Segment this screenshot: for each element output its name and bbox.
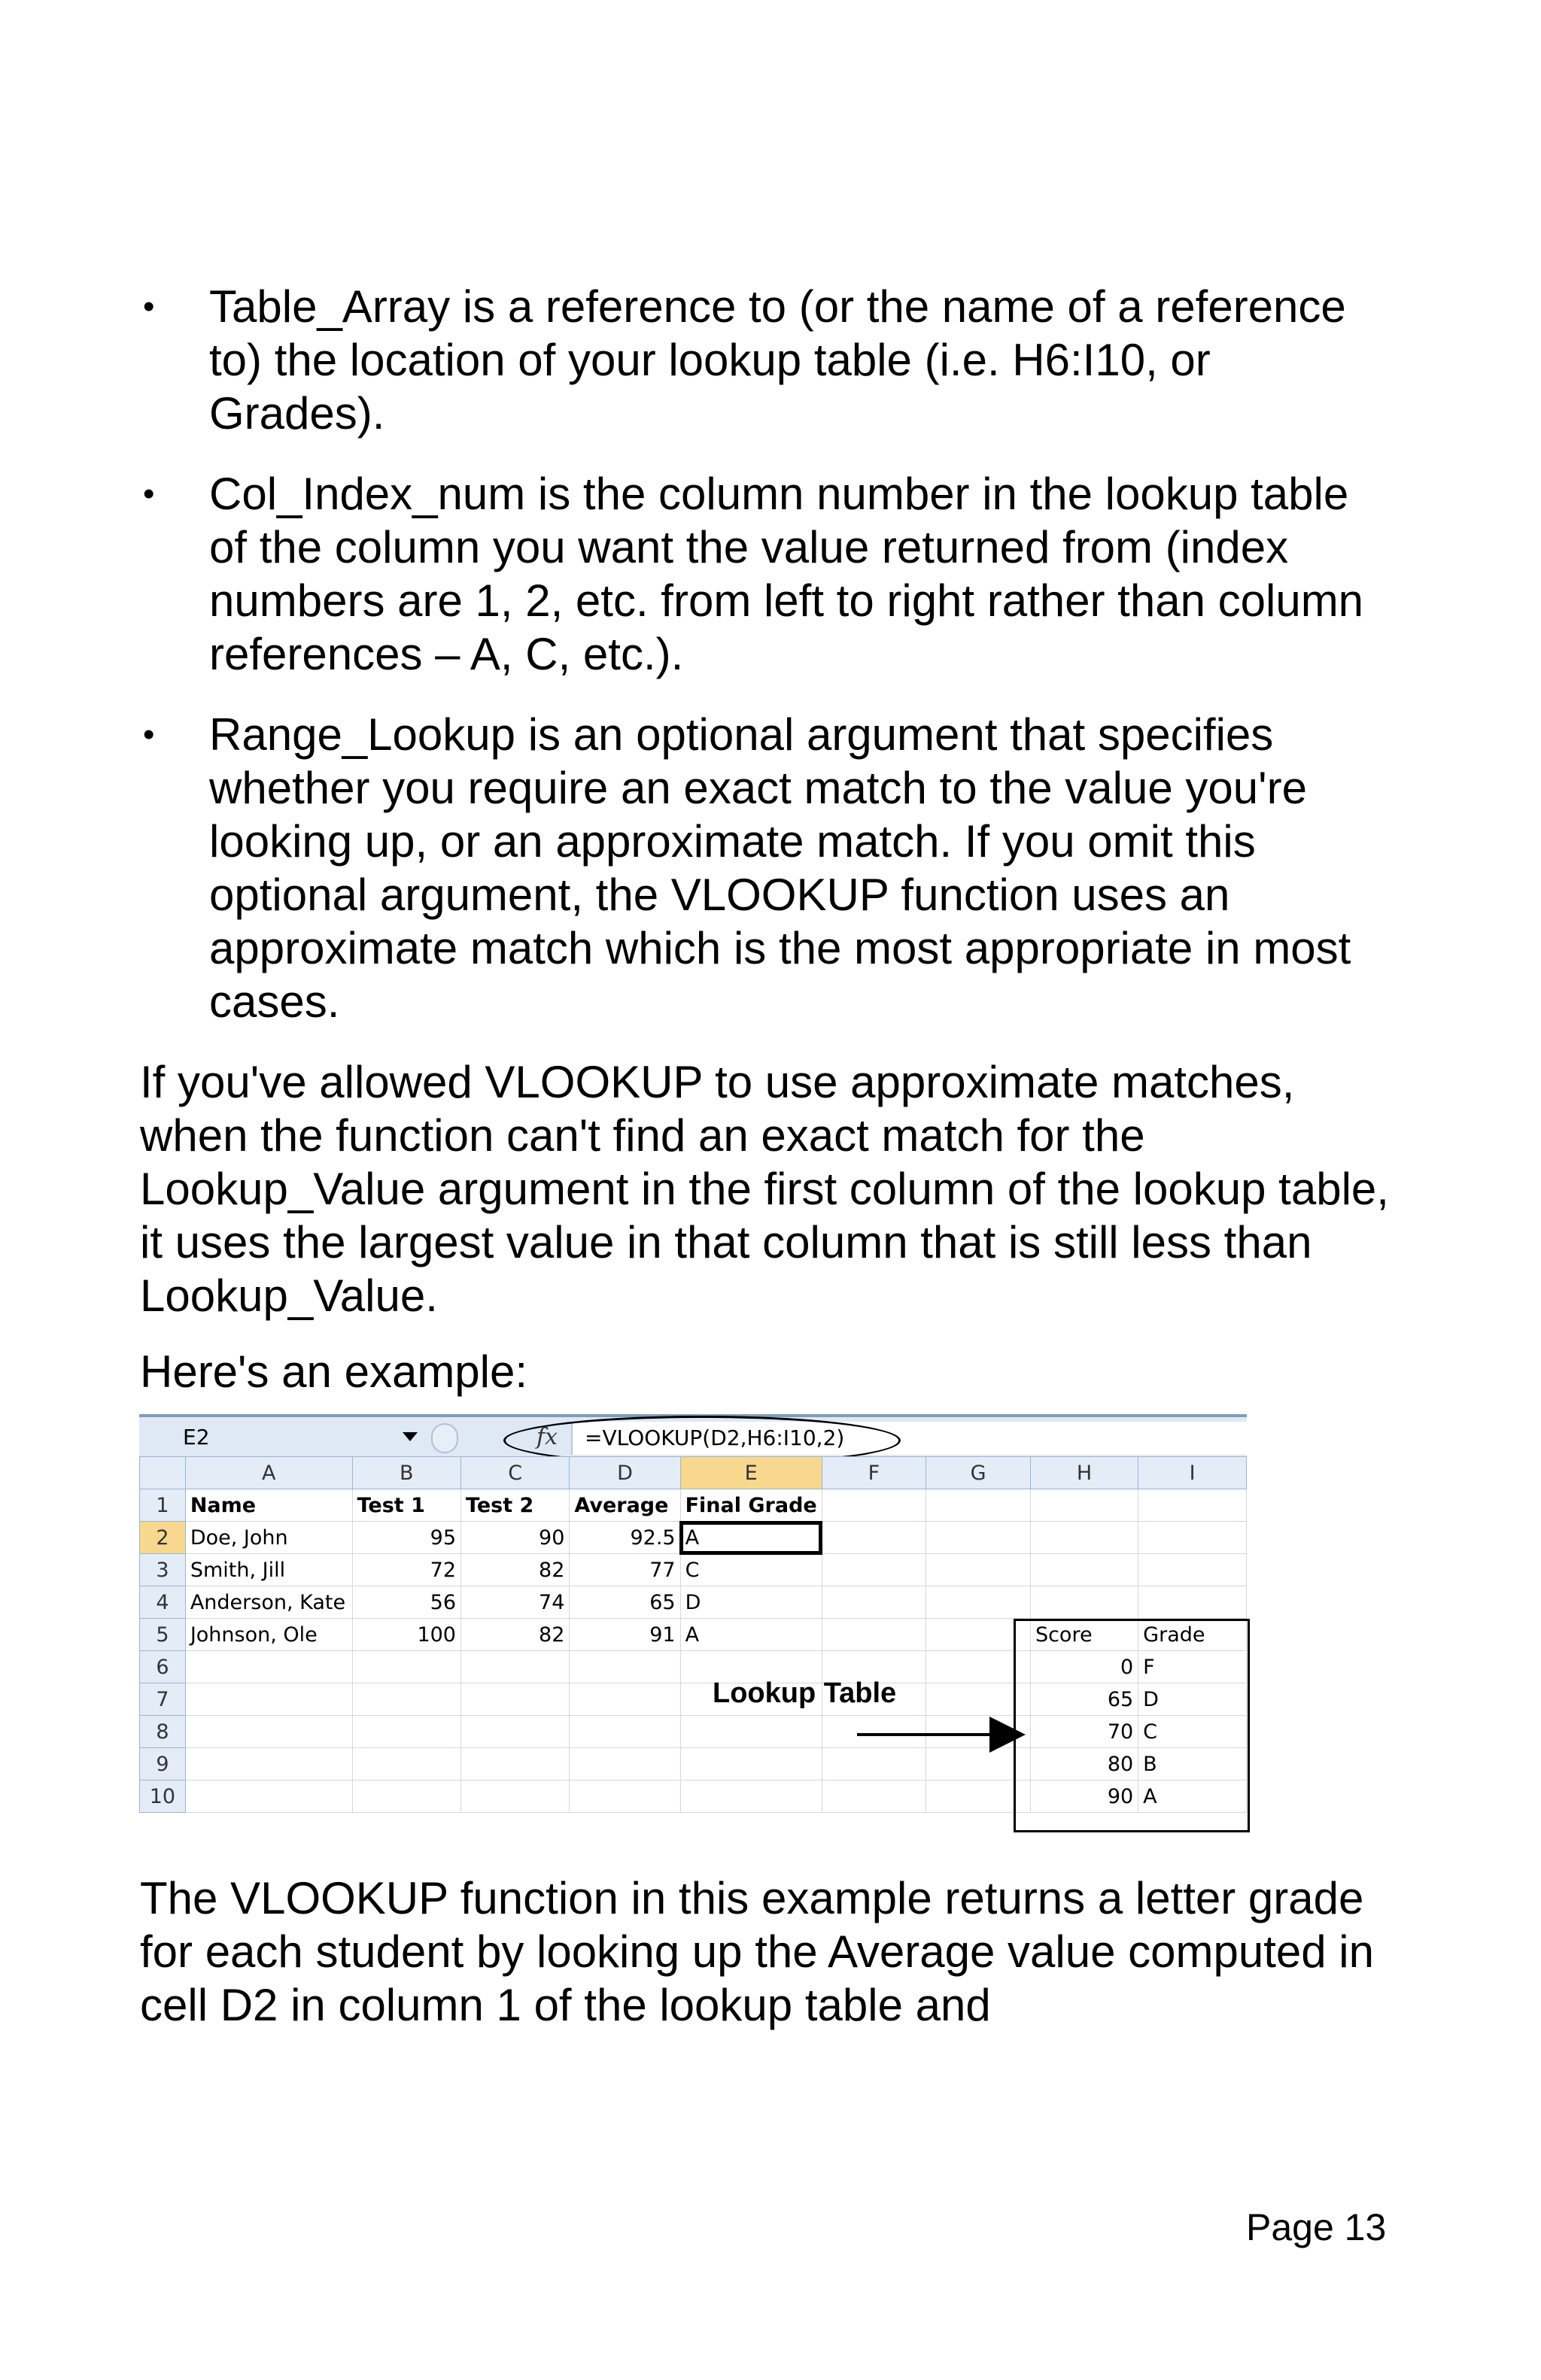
cell-i1[interactable] [1138,1489,1247,1522]
column-header-g[interactable]: G [926,1457,1031,1489]
cell-b5[interactable]: 100 [352,1619,460,1651]
cell-b2[interactable]: 95 [352,1522,460,1554]
cell-h1[interactable] [1030,1489,1138,1522]
cell-f2[interactable] [822,1522,926,1554]
cell-i4[interactable] [1138,1586,1247,1619]
row-header[interactable]: 7 [140,1683,186,1716]
sheet-row [140,1522,1247,1554]
formula-bar-divider-icon [431,1423,458,1453]
cell-c3[interactable]: 82 [461,1554,570,1586]
cell-h6[interactable]: 0 [1030,1651,1138,1683]
cell-a10[interactable] [185,1780,352,1813]
formula-input[interactable]: =VLOOKUP(D2,H6:I10,2) [571,1422,1247,1455]
row-header[interactable]: 4 [140,1586,186,1619]
bullet-icon: • [143,475,155,512]
column-header-h[interactable]: H [1030,1457,1138,1489]
bullet-text: Range_Lookup is an optional argument that specifies whether you require an exact match to the value you're looking up, or an approximate match. If you omit this optional argument, the VLOOKUP function uses an approximate match which is the most appropriate in most cases. [209,709,1351,1027]
sheet-row [140,1489,1247,1522]
cell-d2[interactable]: 92.5 [570,1522,680,1554]
cell-f9[interactable] [822,1748,926,1780]
cell-d9[interactable] [570,1748,680,1780]
cell-d5[interactable]: 91 [570,1619,680,1651]
bullet-text: Col_Index_num is the column number in the lookup table of the column you want the value returned from (index numbers are 1, 2, etc. from left to right rather than column references – A, C, etc.). [209,469,1364,679]
cell-f1[interactable] [822,1489,926,1522]
column-header-a[interactable]: A [185,1457,352,1489]
cell-a8[interactable] [185,1716,352,1748]
bullet-icon: • [143,716,155,753]
cell-f5[interactable] [822,1619,926,1651]
formula-bar [139,1414,1247,1459]
row-header[interactable]: 9 [140,1748,186,1780]
cell-h7[interactable]: 65 [1030,1683,1138,1716]
cell-b1[interactable]: Test 1 [352,1489,460,1522]
cell-a3[interactable]: Smith, Jill [185,1554,352,1586]
cell-f10[interactable] [822,1780,926,1813]
cell-g2[interactable] [926,1522,1031,1554]
cell-d1[interactable]: Average [570,1489,680,1522]
cell-e8[interactable] [680,1716,822,1748]
cell-f3[interactable] [822,1554,926,1586]
row-header[interactable]: 5 [140,1619,186,1651]
bullet-range-lookup [140,708,1389,1028]
cell-i3[interactable] [1138,1554,1247,1586]
cell-a1[interactable]: Name [185,1489,352,1522]
cell-h10[interactable]: 90 [1030,1780,1138,1813]
cell-b10[interactable] [352,1780,460,1813]
cell-e5[interactable]: A [680,1619,822,1651]
bullet-icon: • [143,288,155,325]
column-header-e[interactable]: E [680,1457,822,1489]
row-header[interactable]: 2 [140,1522,186,1554]
spreadsheet-screenshot [139,1414,1247,1835]
bullet-table-array [140,280,1389,440]
row-header[interactable]: 6 [140,1651,186,1683]
lookup-table-label: Lookup Table [713,1677,897,1709]
cell-i6[interactable]: F [1138,1651,1247,1683]
cell-d6[interactable] [570,1651,680,1683]
cell-i7[interactable]: D [1138,1683,1247,1716]
cell-c7[interactable] [461,1683,570,1716]
cell-e2[interactable]: A [680,1522,822,1554]
cell-g1[interactable] [926,1489,1031,1522]
cell-h9[interactable]: 80 [1030,1748,1138,1780]
column-header-c[interactable]: C [461,1457,570,1489]
cell-c1[interactable]: Test 2 [461,1489,570,1522]
cell-c6[interactable] [461,1651,570,1683]
closing-paragraph: The VLOOKUP function in this example returns a letter grade for each student by looking up the Average value computed in cell D2 in column 1 of the lookup table and [140,1873,1375,2030]
cell-a6[interactable] [185,1651,352,1683]
cell-d10[interactable] [570,1780,680,1813]
argument-list [140,280,1389,1028]
cell-i2[interactable] [1138,1522,1247,1554]
cell-g4[interactable] [926,1586,1031,1619]
cell-a5[interactable]: Johnson, Ole [185,1619,352,1651]
page-number: Page 13 [1246,2206,1387,2248]
row-header[interactable]: 3 [140,1554,186,1586]
column-header-row [140,1457,1247,1489]
cell-d8[interactable] [570,1716,680,1748]
cell-d4[interactable]: 65 [570,1586,680,1619]
cell-b4[interactable]: 56 [352,1586,460,1619]
insert-function-icon[interactable]: fx [536,1424,558,1450]
lookup-table-outline [1014,1619,1250,1832]
cell-c4[interactable]: 74 [461,1586,570,1619]
cell-h8[interactable]: 70 [1030,1716,1138,1748]
cell-a2[interactable]: Doe, John [185,1522,352,1554]
cell-c8[interactable] [461,1716,570,1748]
row-header[interactable]: 1 [140,1489,186,1522]
cell-b9[interactable] [352,1748,460,1780]
row-header[interactable]: 8 [140,1716,186,1748]
cell-d7[interactable] [570,1683,680,1716]
cell-e4[interactable]: D [680,1586,822,1619]
cell-h3[interactable] [1030,1554,1138,1586]
cell-a7[interactable] [185,1683,352,1716]
cell-f4[interactable] [822,1586,926,1619]
column-header-d[interactable]: D [570,1457,680,1489]
cell-a4[interactable]: Anderson, Kate [185,1586,352,1619]
cell-h2[interactable] [1030,1522,1138,1554]
sheet-row [140,1586,1247,1619]
closing-section [140,1872,1389,2054]
bullet-col-index-num [140,467,1389,681]
cell-e1[interactable]: Final Grade [680,1489,822,1522]
cell-g3[interactable] [926,1554,1031,1586]
document-body [140,280,1389,1421]
cell-c2[interactable]: 90 [461,1522,570,1554]
name-box-dropdown-icon[interactable] [403,1432,418,1441]
name-box[interactable]: E2 [183,1425,210,1450]
cell-b6[interactable] [352,1651,460,1683]
cell-b7[interactable] [352,1683,460,1716]
example-intro: Here's an example: [140,1346,528,1397]
arrow-line [857,1733,992,1736]
column-header-f[interactable]: F [822,1457,926,1489]
cell-f8[interactable] [822,1716,926,1748]
sheet-row [140,1554,1247,1586]
cell-e10[interactable] [680,1780,822,1813]
bullet-text: Table_Array is a reference to (or the name of a reference to) the location of your lookup table (i.e. H6:I10, or Grades). [209,281,1346,439]
column-header-b[interactable]: B [352,1457,460,1489]
cell-e3[interactable]: C [680,1554,822,1586]
cell-h5[interactable]: Score [1030,1619,1138,1651]
column-header-i[interactable]: I [1138,1457,1247,1489]
cell-b8[interactable] [352,1716,460,1748]
row-header[interactable]: 10 [140,1780,186,1813]
cell-d3[interactable]: 77 [570,1554,680,1586]
cell-i5[interactable]: Grade [1138,1619,1247,1651]
cell-c9[interactable] [461,1748,570,1780]
cell-c5[interactable]: 82 [461,1619,570,1651]
arrow-right-icon [989,1717,1026,1753]
cell-a9[interactable] [185,1748,352,1780]
cell-i10[interactable]: A [1138,1780,1247,1813]
cell-h4[interactable] [1030,1586,1138,1619]
cell-e9[interactable] [680,1748,822,1780]
select-all-corner[interactable] [140,1457,186,1489]
approximate-match-paragraph: If you've allowed VLOOKUP to use approximate matches, when the function can't find an exact match for the Lookup_Value argument in the first column of the lookup table, it uses the largest value in that column that is still less than Lookup_Value. [140,1057,1389,1321]
cell-b3[interactable]: 72 [352,1554,460,1586]
cell-c10[interactable] [461,1780,570,1813]
cell-i8[interactable]: C [1138,1716,1247,1748]
cell-i9[interactable]: B [1138,1748,1247,1780]
